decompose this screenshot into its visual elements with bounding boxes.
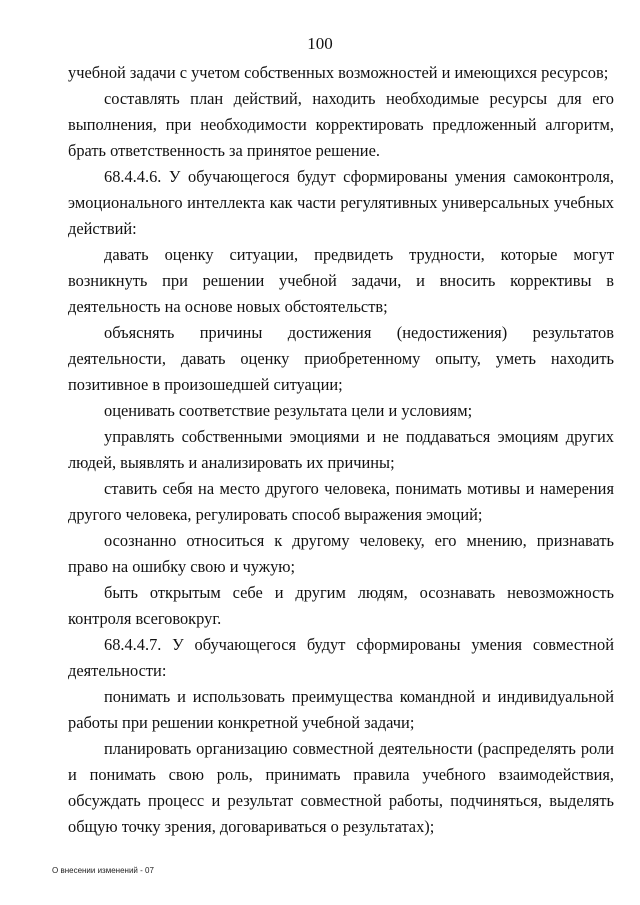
list-item: составлять план действий, находить необходимые ресурсы для его выполнения, при необходимости корректировать предложенный алгоритм, брать ответственность за принятое решение. [68, 89, 614, 160]
section-heading-68-4-4-6: 68.4.4.6. У обучающегося будут сформированы умения самоконтроля, эмоционального интеллекта как части регулятивных универсальных учебных действий: [68, 167, 614, 238]
list-item: оценивать соответствие результата цели и условиям; [104, 401, 473, 420]
list-item: осознанно относиться к другому человеку, его мнению, признавать право на ошибку свою и чужую; [68, 531, 614, 576]
section-heading-68-4-4-7: 68.4.4.7. У обучающегося будут сформированы умения совместной деятельности: [68, 635, 614, 680]
paragraph-continuation: учебной задачи с учетом собственных возможностей и имеющихся ресурсов; [68, 63, 609, 82]
list-item: управлять собственными эмоциями и не поддаваться эмоциям других людей, выявлять и анализировать их причины; [68, 427, 614, 472]
list-item: быть открытым себе и другим людям, осознавать невозможность контроля всеговокруг. [68, 583, 614, 628]
list-item: ставить себя на место другого человека, понимать мотивы и намерения другого человека, регулировать способ выражения эмоций; [68, 479, 614, 524]
list-item: давать оценку ситуации, предвидеть трудности, которые могут возникнуть при решении учебной задачи, и вносить коррективы в деятельность на основе новых обстоятельств; [68, 245, 614, 316]
list-item: планировать организацию совместной деятельности (распределять роли и понимать свою роль, принимать правила учебного взаимодействия, обсуждать процесс и результат совместной работы, подчиняться, выделять общую точку зрения, договариваться о результатах); [68, 739, 614, 836]
list-item: объяснять причины достижения (недостижения) результатов деятельности, давать оценку приобретенному опыту, уметь находить позитивное в произошедшей ситуации; [68, 323, 614, 394]
list-item: понимать и использовать преимущества командной и индивидуальной работы при решении конкретной учебной задачи; [68, 687, 614, 732]
page-number: 100 [307, 34, 333, 53]
document-body [68, 60, 614, 840]
footer-note: О внесении изменений - 07 [52, 866, 154, 875]
